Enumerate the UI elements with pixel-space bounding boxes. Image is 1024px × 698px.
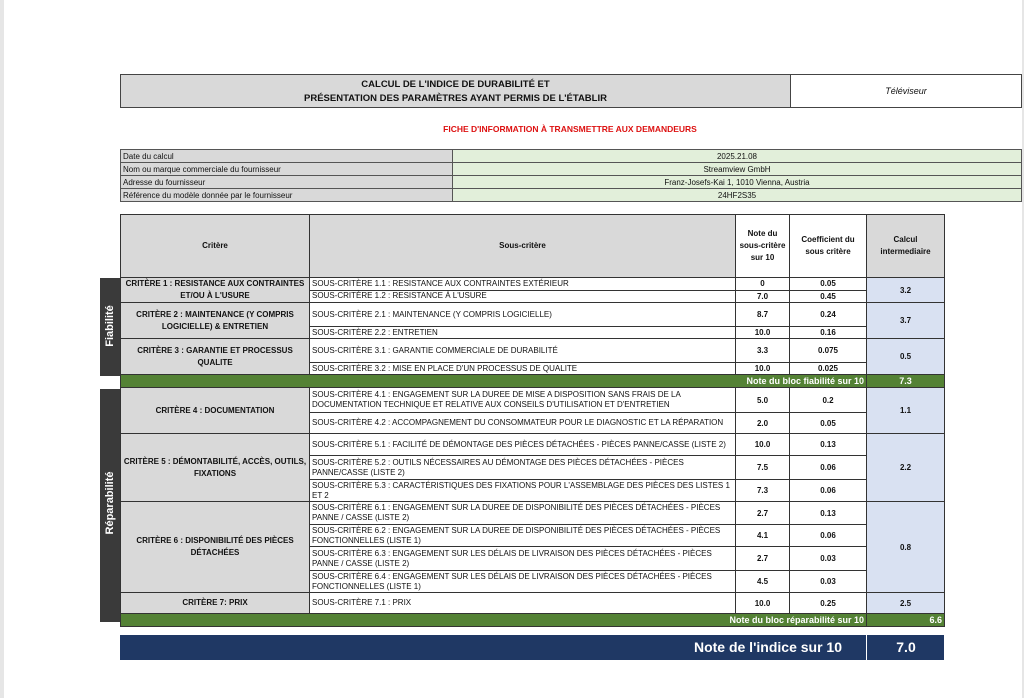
- criterion-name: CRITÈRE 3 : GARANTIE ET PROCESSUS QUALITE: [121, 339, 310, 375]
- criterion-name: CRITÈRE 7: PRIX: [121, 593, 310, 614]
- criterion-name: CRITÈRE 6 : DISPONIBILITÉ DES PIÈCES DÉTACHÉES: [121, 502, 310, 593]
- sub-note: 10.0: [736, 363, 790, 375]
- sub-criterion: SOUS-CRITÈRE 6.1 : ENGAGEMENT SUR LA DUREE DE DISPONIBILITÉ DES PIÈCES DÉTACHÉES - PIÈCES PANNE / CASSE (LISTE 2): [310, 502, 736, 525]
- sub-criterion: SOUS-CRITÈRE 3.2 : MISE EN PLACE D'UN PROCESSUS DE QUALITE: [310, 363, 736, 375]
- fiabilite-total-row: [121, 375, 945, 388]
- sub-coef: 0.025: [790, 363, 867, 375]
- sub-criterion: SOUS-CRITÈRE 5.1 : FACILITÉ DE DÉMONTAGE DES PIÈCES DÉTACHÉES - PIÈCES PANNE/CASSE (LISTE 2): [310, 434, 736, 456]
- sub-note: 7.3: [736, 480, 790, 502]
- sub-criterion: SOUS-CRITÈRE 2.2 : ENTRETIEN: [310, 327, 736, 339]
- calc-value: 2.5: [867, 593, 945, 614]
- criterion-name: CRITÈRE 4 : DOCUMENTATION: [121, 388, 310, 434]
- calc-value: 0.5: [867, 339, 945, 375]
- reparabilite-total-label: Note du bloc réparabilité sur 10: [121, 614, 867, 627]
- info-label: Référence du modèle donnée par le fournisseur: [121, 189, 453, 202]
- header-calc: Calcul intermediaire: [867, 215, 945, 278]
- sub-coef: 0.06: [790, 525, 867, 547]
- info-label: Nom ou marque commerciale du fournisseur: [121, 163, 453, 176]
- fiabilite-total-label: Note du bloc fiabilité sur 10: [121, 375, 867, 388]
- sub-coef: 0.24: [790, 303, 867, 327]
- left-edge: [0, 0, 4, 698]
- sub-criterion: SOUS-CRITÈRE 6.3 : ENGAGEMENT SUR LES DÉLAIS DE LIVRAISON DES PIÈCES DÉTACHÉES - PIÈCES PANNE / CASSE (LISTE 2): [310, 547, 736, 571]
- sub-coef: 0.03: [790, 571, 867, 593]
- sub-note: 4.1: [736, 525, 790, 547]
- sub-note: 3.3: [736, 339, 790, 363]
- title-line-1: CALCUL DE L'INDICE DE DURABILITÉ ET: [361, 79, 550, 90]
- table-row: [121, 593, 945, 614]
- fiabilite-side-label: [100, 278, 120, 376]
- info-label: Date du calcul: [121, 150, 453, 163]
- sub-coef: 0.16: [790, 327, 867, 339]
- header-critere: Critère: [121, 215, 310, 278]
- sub-note: 10.0: [736, 434, 790, 456]
- reparabilite-total-row: [121, 614, 945, 627]
- final-score-value: 7.0: [866, 635, 945, 660]
- criterion-name: CRITÈRE 2 : MAINTENANCE (Y COMPRIS LOGICIELLE) & ENTRETIEN: [121, 303, 310, 339]
- sub-coef: 0.05: [790, 278, 867, 291]
- final-score-label: Note de l'indice sur 10: [693, 639, 842, 655]
- sub-coef: 0.25: [790, 593, 867, 614]
- info-value: Franz-Josefs-Kai 1, 1010 Vienna, Austria: [453, 176, 1022, 189]
- title-line-2: PRÉSENTATION DES PARAMÈTRES AYANT PERMIS DE L'ÉTABLIR: [304, 93, 607, 104]
- sub-coef: 0.13: [790, 502, 867, 525]
- info-value: 2025.21.08: [453, 150, 1022, 163]
- sub-criterion: SOUS-CRITÈRE 3.1 : GARANTIE COMMERCIALE DE DURABILITÉ: [310, 339, 736, 363]
- sub-note: 2.7: [736, 502, 790, 525]
- info-value: 24HF2S35: [453, 189, 1022, 202]
- sub-note: 10.0: [736, 593, 790, 614]
- sub-coef: 0.06: [790, 456, 867, 480]
- sub-coef: 0.075: [790, 339, 867, 363]
- fiabilite-label: Fiabilité: [104, 305, 116, 347]
- sub-coef: 0.2: [790, 388, 867, 413]
- info-value: Streamview GmbH: [453, 163, 1022, 176]
- criterion-name: CRITÈRE 1 : RESISTANCE AUX CONTRAINTES ET/OU À L'USURE: [121, 278, 310, 303]
- document-title: [120, 74, 791, 108]
- sub-criterion: SOUS-CRITÈRE 6.2 : ENGAGEMENT SUR LA DUREE DE DISPONIBILITÉ DES PIÈCES DÉTACHÉES - PIÈCES FONCTIONNELLES (LISTE 1): [310, 525, 736, 547]
- info-row: [121, 176, 1022, 189]
- sub-note: 10.0: [736, 327, 790, 339]
- sub-coef: 0.06: [790, 480, 867, 502]
- table-row: [121, 339, 945, 363]
- sub-criterion: SOUS-CRITÈRE 2.1 : MAINTENANCE (Y COMPRIS LOGICIELLE): [310, 303, 736, 327]
- sub-criterion: SOUS-CRITÈRE 5.2 : OUTILS NÉCESSAIRES AU DÉMONTAGE DES PIÈCES DÉTACHÉES - PIÈCES PANNE/CASSE (LISTE 2): [310, 456, 736, 480]
- sub-note: 0: [736, 278, 790, 291]
- calc-value: 1.1: [867, 388, 945, 434]
- table-row: [121, 388, 945, 413]
- sub-coef: 0.45: [790, 290, 867, 303]
- sub-coef: 0.13: [790, 434, 867, 456]
- fiabilite-total-value: 7.3: [867, 375, 945, 388]
- info-row: [121, 163, 1022, 176]
- final-score-bar: [120, 635, 944, 660]
- table-row: [121, 434, 945, 456]
- sub-note: 7.0: [736, 290, 790, 303]
- sub-note: 7.5: [736, 456, 790, 480]
- reparabilite-total-value: 6.6: [867, 614, 945, 627]
- product-type: Téléviseur: [790, 74, 1022, 108]
- calc-value: 0.8: [867, 502, 945, 593]
- calc-value: 3.2: [867, 278, 945, 303]
- sub-criterion: SOUS-CRITÈRE 5.3 : CARACTÉRISTIQUES DES FIXATIONS POUR L'ASSEMBLAGE DES PIÈCES DES LISTES 1 ET 2: [310, 480, 736, 502]
- calc-value: 3.7: [867, 303, 945, 339]
- header-note: Note du sous-critère sur 10: [736, 215, 790, 278]
- info-row: [121, 150, 1022, 163]
- info-row: [121, 189, 1022, 202]
- sub-note: 8.7: [736, 303, 790, 327]
- sub-note: 5.0: [736, 388, 790, 413]
- table-row: [121, 303, 945, 327]
- calc-value: 2.2: [867, 434, 945, 502]
- sub-criterion: SOUS-CRITÈRE 4.1 : ENGAGEMENT SUR LA DUREE DE MISE A DISPOSITION SANS FRAIS DE LA DOCUMENTATION TECHNIQUE ET RELATIVE AUX CONSEILS D'UTILISATION ET D'ENTRETIEN: [310, 388, 736, 413]
- sub-criterion: SOUS-CRITÈRE 1.1 : RESISTANCE AUX CONTRAINTES EXTÉRIEUR: [310, 278, 736, 291]
- table-row: [121, 278, 945, 291]
- reparabilite-label: Réparabilité: [104, 471, 116, 535]
- sub-note: 2.7: [736, 547, 790, 571]
- supplier-info-table: [120, 149, 1022, 202]
- sub-criterion: SOUS-CRITÈRE 1.2 : RESISTANCE À L'USURE: [310, 290, 736, 303]
- header-coef: Coefficient du sous critère: [790, 215, 867, 278]
- reparabilite-side-label: [100, 389, 120, 622]
- sub-criterion: SOUS-CRITÈRE 6.4 : ENGAGEMENT SUR LES DÉLAIS DE LIVRAISON DES PIÈCES DÉTACHÉES - PIÈCES FONCTIONNELLES (LISTE 1): [310, 571, 736, 593]
- header-sous-critere: Sous-critère: [310, 215, 736, 278]
- sub-criterion: SOUS-CRITÈRE 7.1 : PRIX: [310, 593, 736, 614]
- table-header: [121, 215, 945, 278]
- sub-note: 4.5: [736, 571, 790, 593]
- sub-coef: 0.05: [790, 413, 867, 434]
- sub-coef: 0.03: [790, 547, 867, 571]
- table-row: [121, 502, 945, 525]
- criterion-name: CRITÈRE 5 : DÉMONTABILITÉ, ACCÈS, OUTILS, FIXATIONS: [121, 434, 310, 502]
- info-label: Adresse du fournisseur: [121, 176, 453, 189]
- fiche-subtitle: FICHE D'INFORMATION À TRANSMETTRE AUX DEMANDEURS: [443, 124, 697, 134]
- criteria-table: [120, 214, 945, 627]
- sub-criterion: SOUS-CRITÈRE 4.2 : ACCOMPAGNEMENT DU CONSOMMATEUR POUR LE DIAGNOSTIC ET LA RÉPARATION: [310, 413, 736, 434]
- sub-note: 2.0: [736, 413, 790, 434]
